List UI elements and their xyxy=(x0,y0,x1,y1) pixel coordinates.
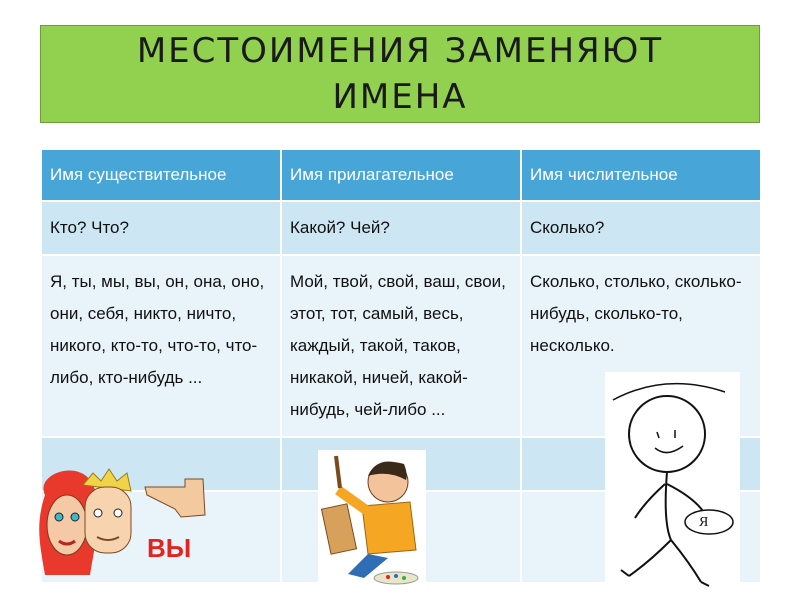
table-header-row xyxy=(41,149,761,201)
label-vy: ВЫ xyxy=(147,533,192,563)
header-noun: Имя существительное xyxy=(41,149,281,201)
examples-noun: Я, ты, мы, вы, он, она, оно, они, себя, никто, ничто, никого, кто-то, что-то, что-либо, кто-нибудь ... xyxy=(41,255,281,437)
boy-drawing-illustration xyxy=(318,450,426,588)
question-numeral: Сколько? xyxy=(521,201,761,255)
faces-illustration xyxy=(35,465,210,585)
header-numeral: Имя числительное xyxy=(521,149,761,201)
header-adjective: Имя прилагательное xyxy=(281,149,521,201)
slide-title: МЕСТОИМЕНИЯ ЗАМЕНЯЮТ ИМЕНА xyxy=(136,31,664,117)
question-adjective: Какой? Чей? xyxy=(281,201,521,255)
examples-adjective: Мой, твой, свой, ваш, свои, этот, тот, самый, весь, каждый, такой, таков, никакой, ничей, какой-нибудь, чей-либо ... xyxy=(281,255,521,437)
stick-figure-illustration xyxy=(605,372,740,590)
table-row xyxy=(41,201,761,255)
stick-figure-label: Я xyxy=(699,515,709,530)
title-banner xyxy=(40,25,760,123)
question-noun: Кто? Что? xyxy=(41,201,281,255)
examples-numeral: Сколько, столько, сколько-нибудь, сколько-то, несколько. xyxy=(521,255,761,437)
